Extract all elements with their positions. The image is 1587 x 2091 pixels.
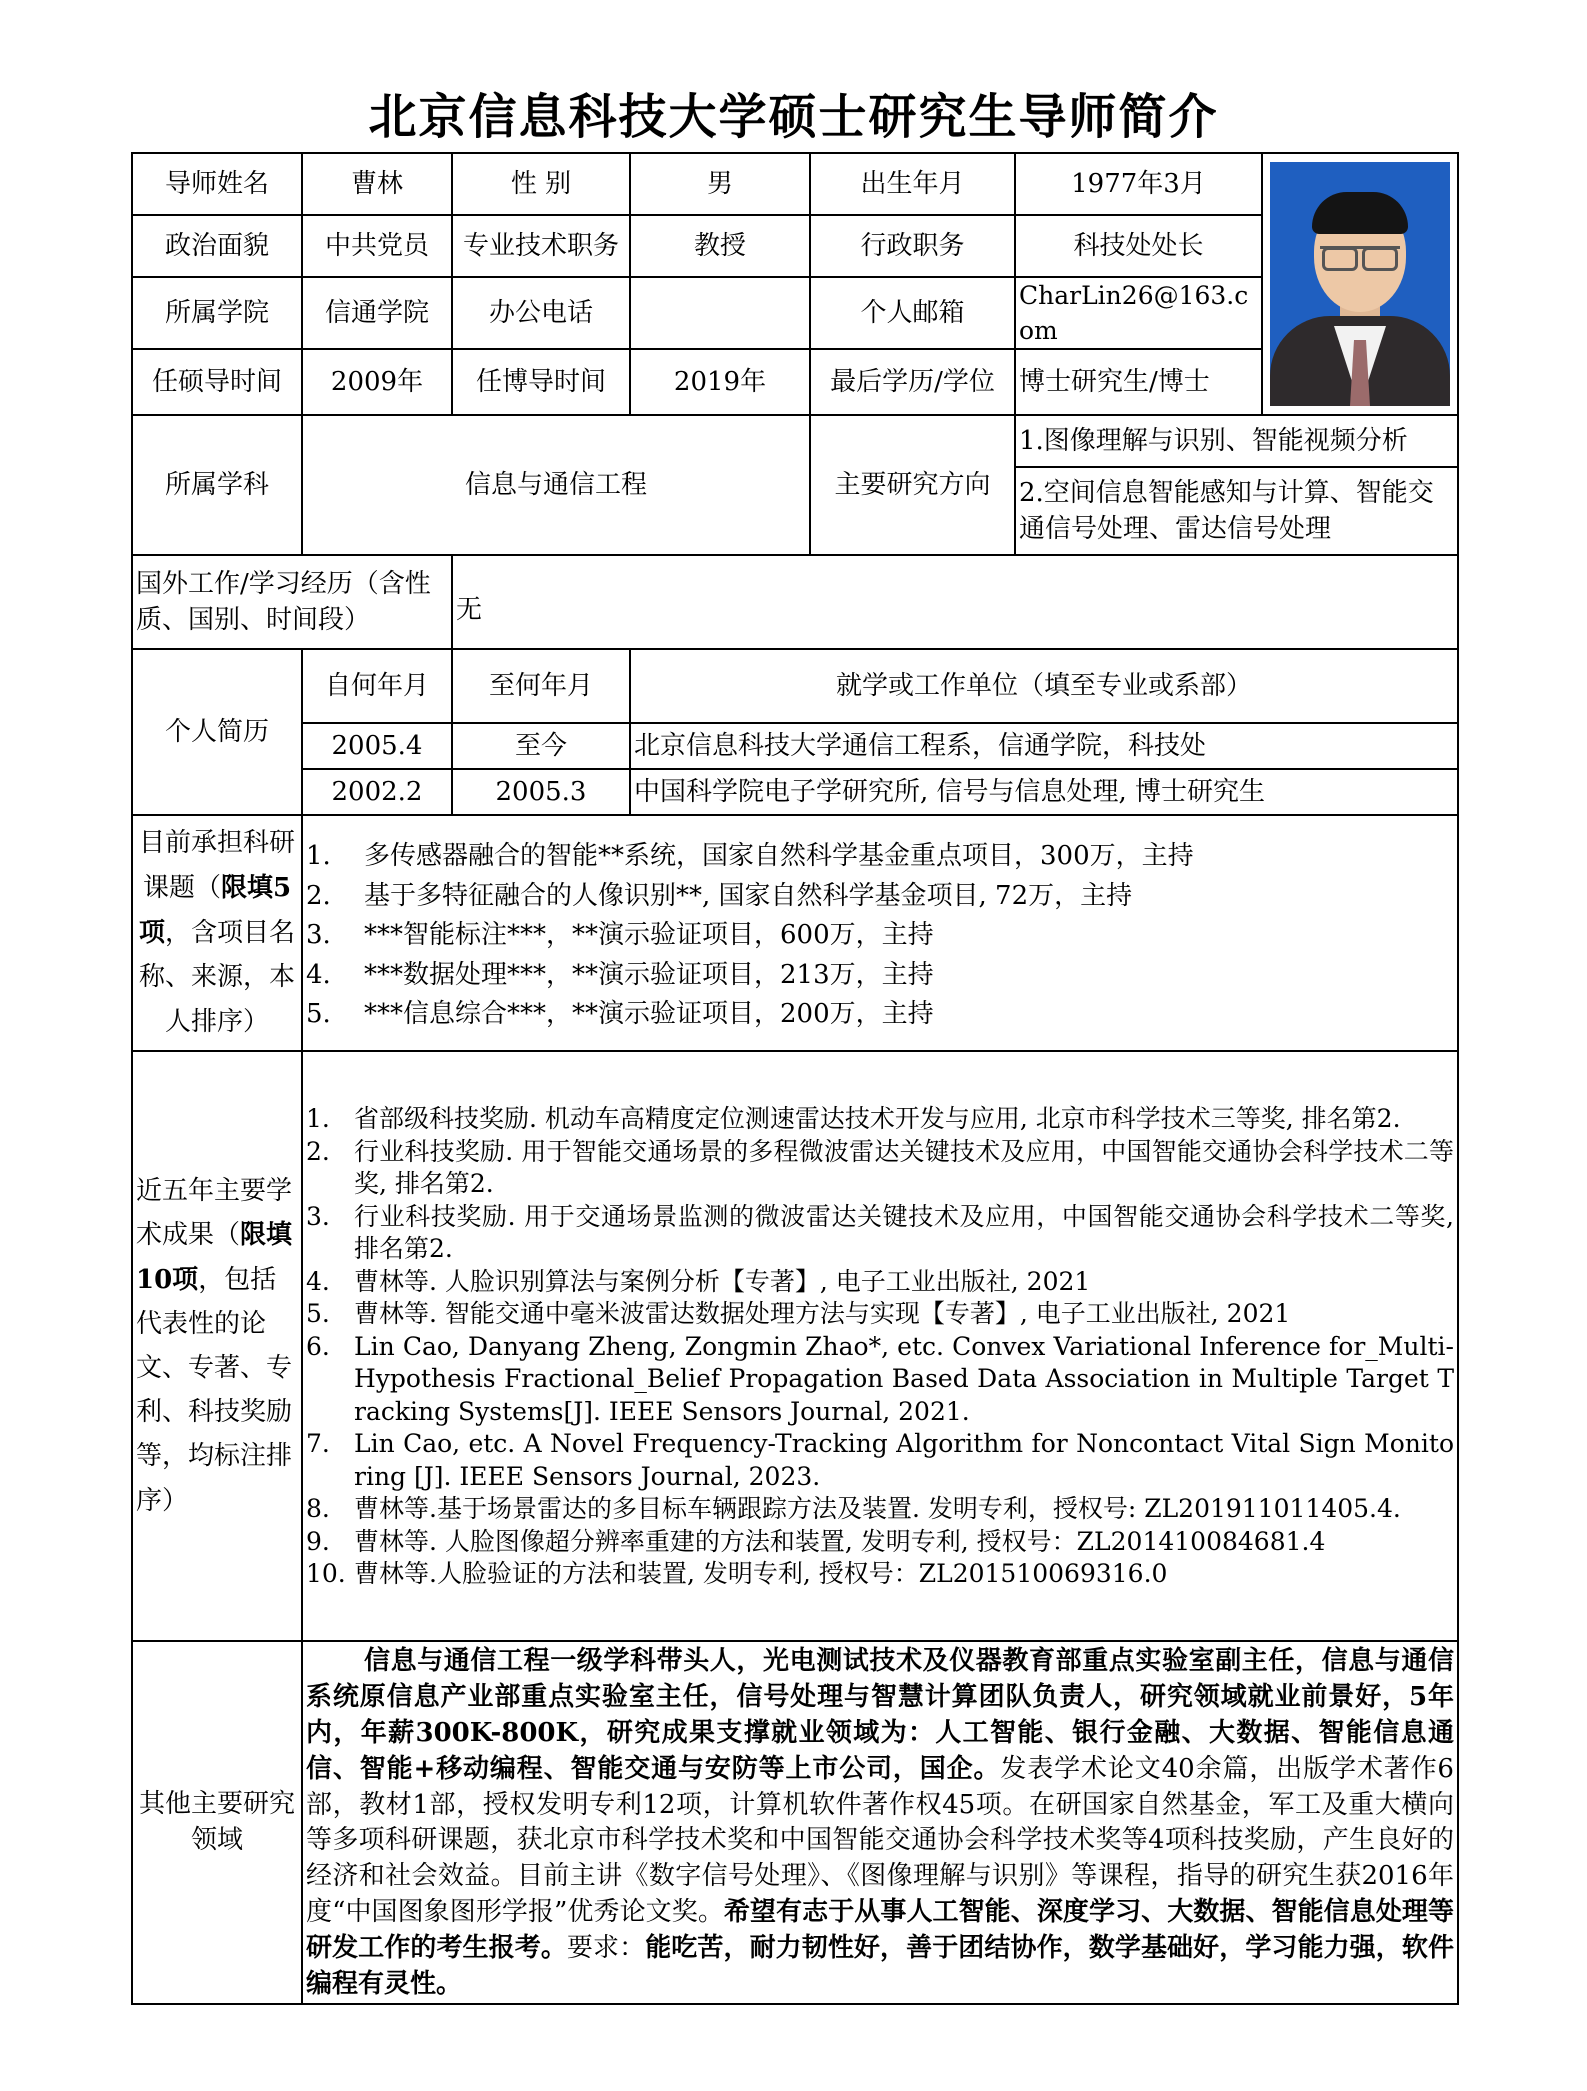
- doctor-value: 2019年: [630, 349, 810, 415]
- summary-bold-1: 信息与通信工程一级学科带头人，光电测试技术及仪器教育部重点实验室副主任，信息与通信系统原信息产业部重点实验室主任，信号处理与智慧计算团队负责人，研究领域就业前景好，5年内，年薪300K-800K，研究成果支撑就业领域为：人工智能、银行金融、大数据、智能信息通信、智能+移动编程、智能交通与安防等上市公司，国企。: [306, 1646, 1454, 1784]
- projects-label: [132, 815, 302, 1051]
- item-text: ***数据处理***，**演示验证项目，213万，主持: [364, 959, 934, 990]
- item-text: 曹林等. 人脸识别算法与案例分析【专著】, 电子工业出版社, 2021: [354, 1266, 1091, 1296]
- list-item: [306, 1428, 1454, 1493]
- item-number: 3.: [306, 1201, 330, 1231]
- item-number: 2.: [306, 1136, 330, 1166]
- list-item: [306, 1136, 1454, 1201]
- summary-normal-1: 发表学术论文40余篇，出版学术著作6部，教材1部，授权发明专利12项，计算机软件著作权45项。在研国家自然基金，军工及重大横向等多项科研课题，获北京市科学技术奖和中国智能交通协会科学技术奖等4项科技奖励，产生良好的经济和社会效益。目前主讲《数字信号处理》、《图像理解与识别》等课程，指导的研究生获2016年度“中国图象图形学报”优秀论文奖。: [306, 1753, 1454, 1928]
- photo-cell: [1262, 153, 1458, 415]
- item-number: 4.: [306, 959, 331, 990]
- list-item: [306, 1201, 1454, 1266]
- item-text: 基于多特征融合的人像识别**, 国家自然科学基金项目, 72万，主持: [364, 880, 1133, 911]
- college-value: 信通学院: [302, 277, 452, 349]
- list-item: [306, 995, 1454, 1035]
- email-value: CharLin26@163.com: [1015, 277, 1262, 349]
- list-item: [306, 1103, 1454, 1136]
- resume-from: 2005.4: [302, 723, 452, 769]
- resume-to: 2005.3: [452, 769, 630, 815]
- item-number: 1.: [306, 1104, 330, 1134]
- achievements-cell: [302, 1051, 1458, 1641]
- master-label: 任硕导时间: [132, 349, 302, 415]
- list-item: [306, 837, 1454, 877]
- projects-label-c: ，含项目名称、来源，本人排序）: [138, 917, 296, 1038]
- resume-col-from: 自何年月: [302, 649, 452, 723]
- name-label: 导师姓名: [132, 153, 302, 215]
- item-text: 曹林等.人脸验证的方法和装置, 发明专利, 授权号：ZL201510069316.0: [354, 1559, 1168, 1589]
- college-label: 所属学院: [132, 277, 302, 349]
- item-number: 5.: [306, 999, 331, 1030]
- resume-unit: 北京信息科技大学通信工程系，信通学院，科技处: [630, 723, 1458, 769]
- research-direction-2: 2.空间信息智能感知与计算、智能交通信号处理、雷达信号处理: [1015, 467, 1458, 555]
- resume-to: 至今: [452, 723, 630, 769]
- achievements-label: [132, 1051, 302, 1641]
- master-value: 2009年: [302, 349, 452, 415]
- list-item: [306, 1331, 1454, 1429]
- item-number: 10.: [306, 1559, 346, 1589]
- item-number: 1.: [306, 841, 331, 872]
- table-row: [132, 723, 1458, 769]
- page-title: 北京信息科技大学硕士研究生导师简介: [368, 89, 1219, 145]
- email-label: 个人邮箱: [810, 277, 1015, 349]
- resume-from: 2002.2: [302, 769, 452, 815]
- summary-bold-3: 能吃苦，耐力韧性好，善于团结协作，数学基础好，学习能力强，软件编程有灵性。: [306, 1933, 1454, 1999]
- summary-bold-2: 希望有志于从事人工智能、深度学习、大数据、智能信息处理等研发工作的考生报考。: [306, 1897, 1454, 1963]
- birth-label: 出生年月: [810, 153, 1015, 215]
- profile-table: [131, 152, 1459, 2005]
- achievements-label-a: 近五年主要学术成果（: [136, 1176, 293, 1251]
- abroad-value: 无: [452, 555, 1458, 649]
- list-item: [306, 956, 1454, 996]
- research-label: 主要研究方向: [810, 415, 1015, 555]
- phone-label: 办公电话: [452, 277, 630, 349]
- item-text: 曹林等. 智能交通中毫米波雷达数据处理方法与实现【专著】, 电子工业出版社, 2021: [354, 1299, 1291, 1329]
- abroad-label: 国外工作/学习经历（含性质、国别、时间段）: [132, 555, 452, 649]
- degree-label: 最后学历/学位: [810, 349, 1015, 415]
- discipline-value: 信息与通信工程: [302, 415, 810, 555]
- item-text: Lin Cao, Danyang Zheng, Zongmin Zhao*, etc. Convex Variational Inference for_Multi-Hypothesis Fractional_Belief Propagation Based Data Association in Multiple Target Tracking Systems[J]. IEEE Sensors Journal, 2021.: [354, 1331, 1454, 1426]
- item-number: 9.: [306, 1526, 330, 1556]
- portrait-photo: [1270, 162, 1450, 406]
- projects-cell: [302, 815, 1458, 1051]
- item-number: 2.: [306, 880, 331, 911]
- item-number: 8.: [306, 1494, 330, 1524]
- resume-col-unit: 就学或工作单位（填至专业或系部）: [630, 649, 1458, 723]
- item-number: 4.: [306, 1266, 330, 1296]
- item-number: 6.: [306, 1331, 330, 1361]
- degree-value: 博士研究生/博士: [1015, 349, 1262, 415]
- admin-label: 行政职务: [810, 215, 1015, 277]
- item-text: ***信息综合***，**演示验证项目，200万，主持: [364, 999, 934, 1030]
- resume-col-to: 至何年月: [452, 649, 630, 723]
- summary-normal-2: 要求：: [566, 1933, 646, 1963]
- title-label: 专业技术职务: [452, 215, 630, 277]
- achievements-label-c: ，包括代表性的论文、专著、专利、科技奖励等，均标注排序）: [136, 1264, 293, 1516]
- projects-list: [306, 837, 1454, 1035]
- admin-value: 科技处处长: [1015, 215, 1262, 277]
- name-value: 曹林: [302, 153, 452, 215]
- other-cell: [302, 1641, 1458, 2004]
- phone-value: [630, 277, 810, 349]
- item-number: 3.: [306, 920, 331, 951]
- achievements-list: [306, 1103, 1454, 1591]
- politics-value: 中共党员: [302, 215, 452, 277]
- item-text: 曹林等.基于场景雷达的多目标车辆跟踪方法及装置. 发明专利，授权号: ZL201911011405.4.: [354, 1494, 1401, 1524]
- resume-unit: 中国科学院电子学研究所, 信号与信息处理, 博士研究生: [630, 769, 1458, 815]
- achievements-label-limit: 限填10项: [136, 1220, 293, 1295]
- list-item: [306, 1526, 1454, 1559]
- other-summary: [306, 1644, 1454, 2003]
- projects-label-a: 目前承担科研课题（: [138, 828, 295, 903]
- item-text: Lin Cao, etc. A Novel Frequency-Tracking Algorithm for Noncontact Vital Sign Monitoring [J]. IEEE Sensors Journal, 2023.: [354, 1429, 1454, 1491]
- gender-value: 男: [630, 153, 810, 215]
- list-item: [306, 1493, 1454, 1526]
- list-item: [306, 1298, 1454, 1331]
- politics-label: 政治面貌: [132, 215, 302, 277]
- item-text: ***智能标注***，**演示验证项目，600万，主持: [364, 920, 934, 951]
- list-item: [306, 877, 1454, 917]
- item-number: 7.: [306, 1429, 330, 1459]
- item-number: 5.: [306, 1299, 330, 1329]
- research-direction-1: 1.图像理解与识别、智能视频分析: [1015, 415, 1458, 467]
- item-text: 行业科技奖励. 用于交通场景监测的微波雷达关键技术及应用，中国智能交通协会科学技术二等奖, 排名第2.: [354, 1201, 1454, 1264]
- doctor-label: 任博导时间: [452, 349, 630, 415]
- table-row: [132, 769, 1458, 815]
- gender-label: 性 别: [452, 153, 630, 215]
- item-text: 行业科技奖励. 用于智能交通场景的多程微波雷达关键技术及应用，中国智能交通协会科学技术二等奖, 排名第2.: [354, 1136, 1454, 1199]
- other-label: 其他主要研究领域: [132, 1641, 302, 2004]
- title-value: 教授: [630, 215, 810, 277]
- item-text: 省部级科技奖励. 机动车高精度定位测速雷达技术开发与应用, 北京市科学技术三等奖, 排名第2.: [354, 1104, 1401, 1134]
- item-text: 曹林等. 人脸图像超分辨率重建的方法和装置, 发明专利, 授权号：ZL201410084681.4: [354, 1526, 1326, 1556]
- list-item: [306, 916, 1454, 956]
- resume-label: 个人简历: [132, 649, 302, 815]
- birth-value: 1977年3月: [1015, 153, 1262, 215]
- list-item: [306, 1266, 1454, 1299]
- projects-label-limit: 限填5项: [138, 872, 292, 948]
- list-item: [306, 1558, 1454, 1591]
- item-text: 多传感器融合的智能**系统，国家自然科学基金重点项目，300万，主持: [364, 841, 1194, 872]
- discipline-label: 所属学科: [132, 415, 302, 555]
